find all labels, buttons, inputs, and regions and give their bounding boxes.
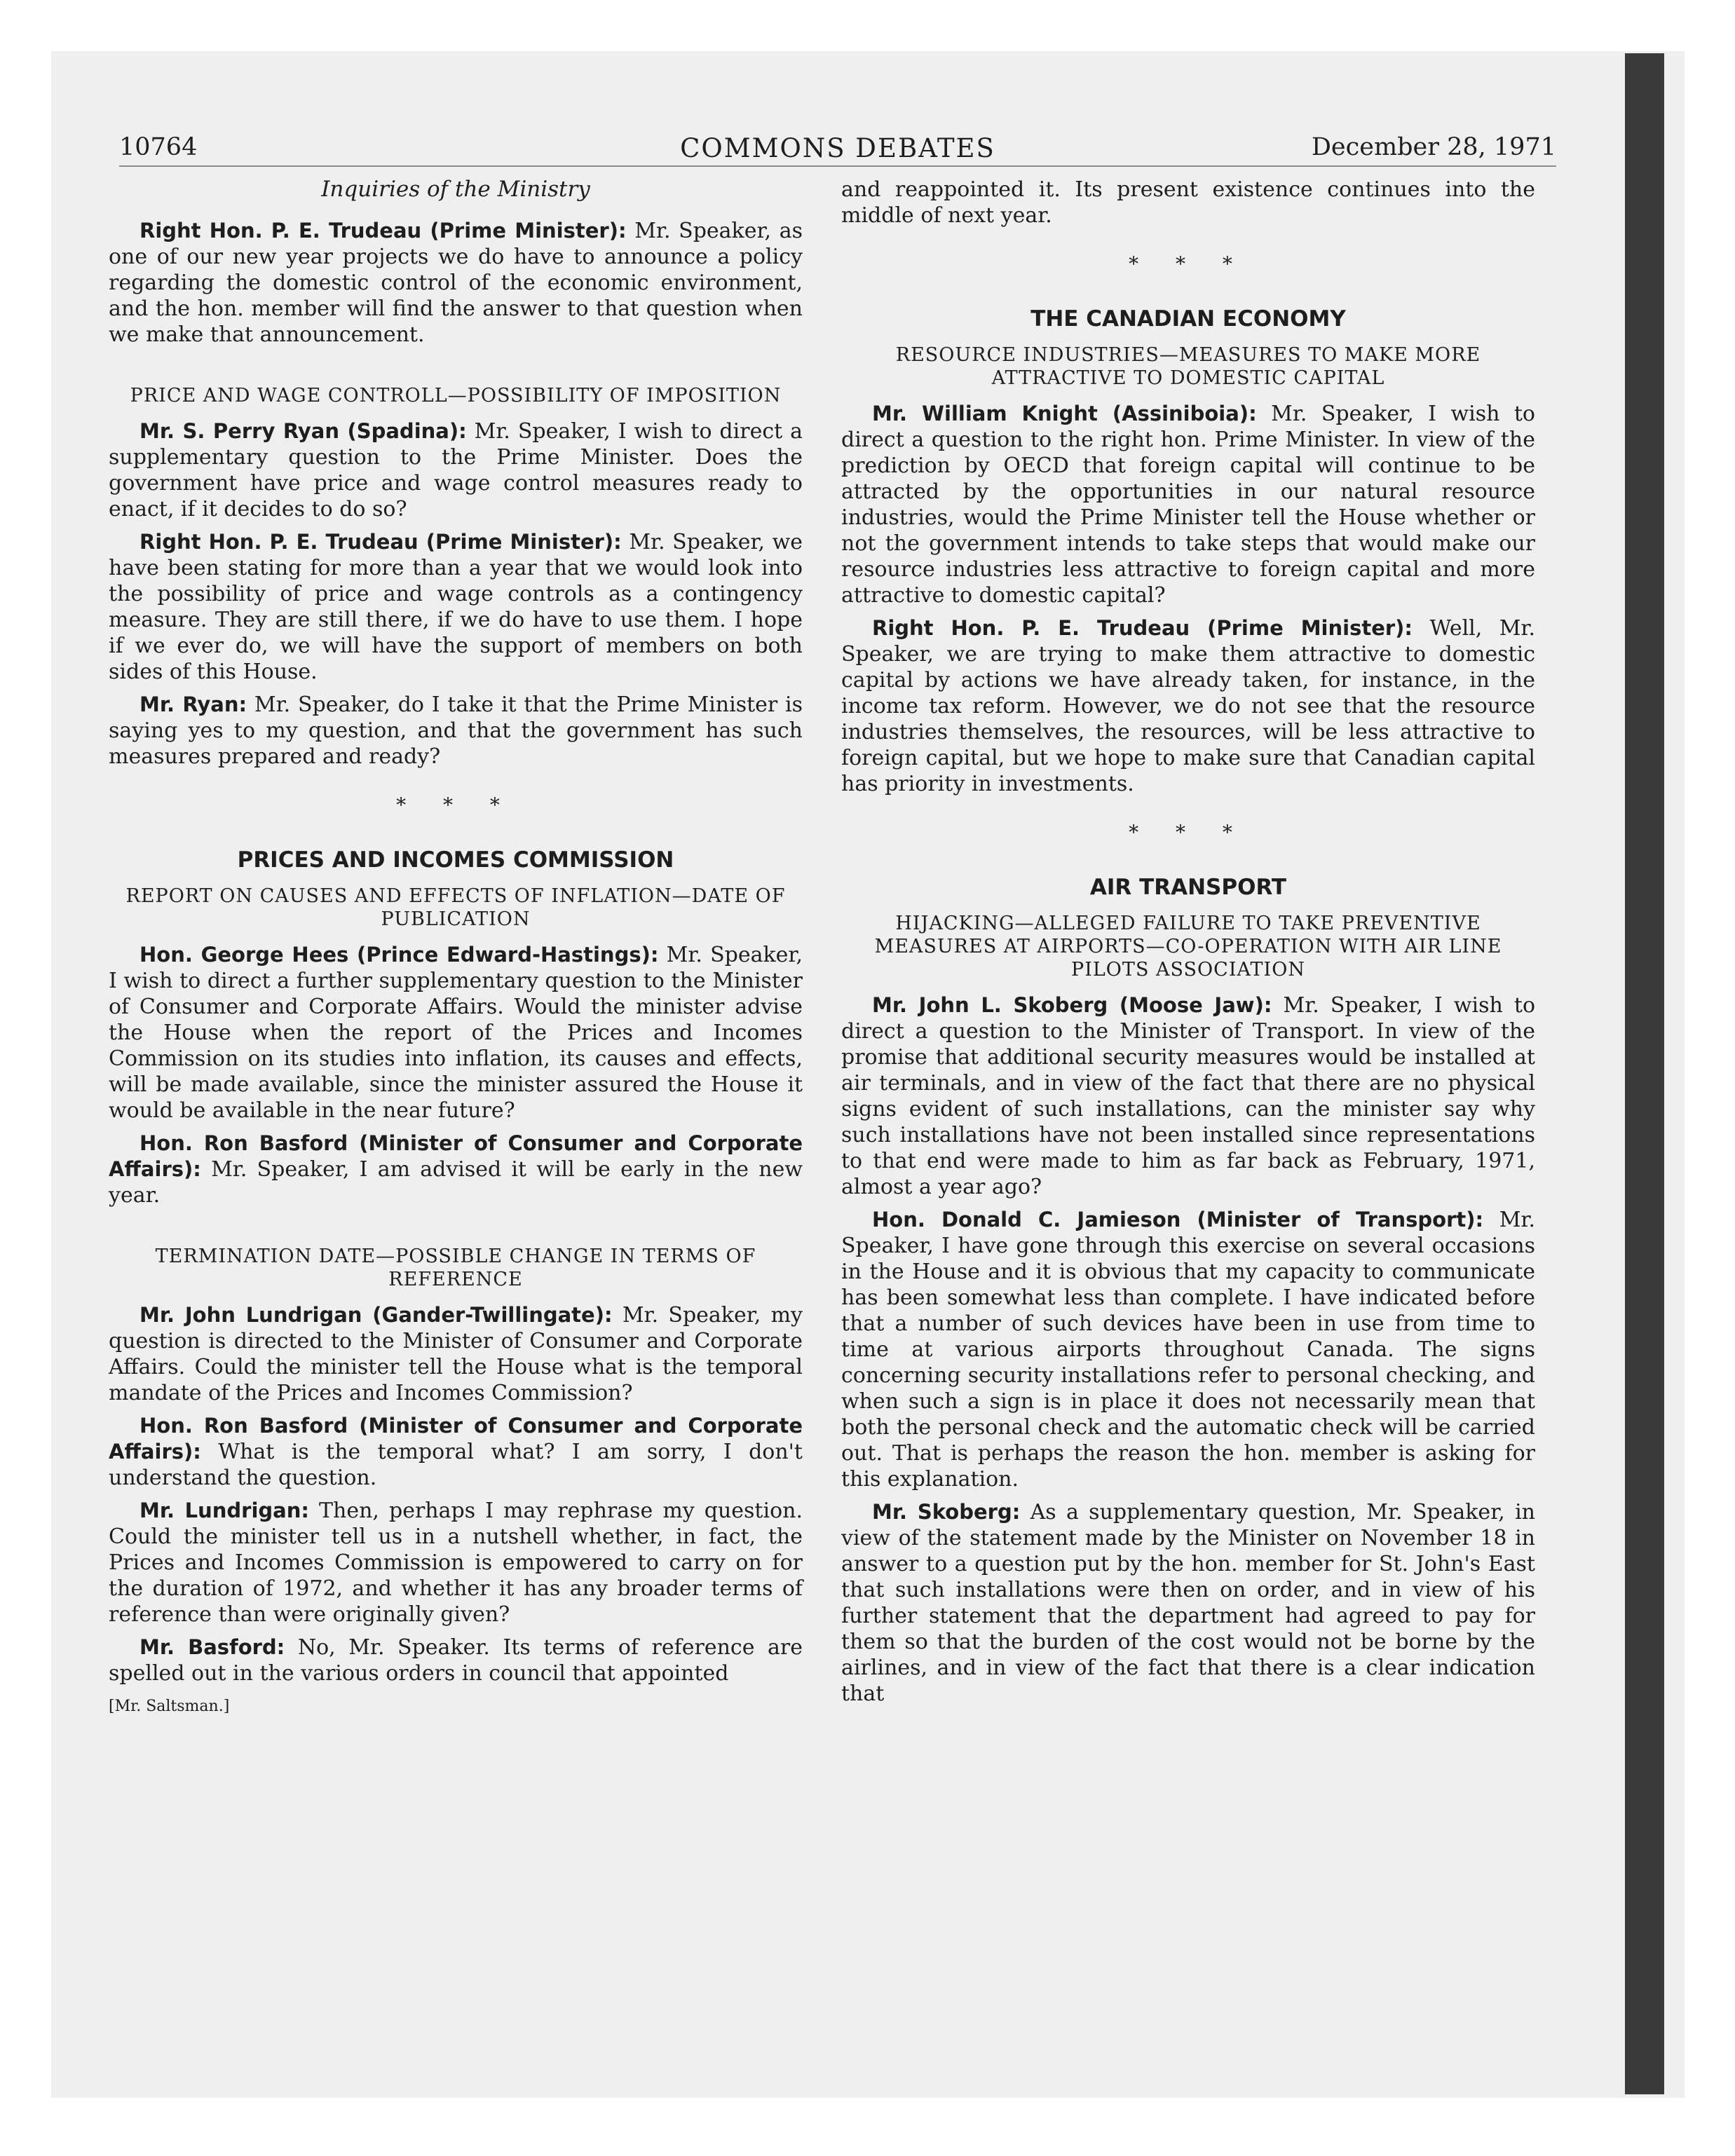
footer-note: [Mr. Saltsman.] — [109, 1698, 230, 1715]
speech-text: What is the temporal what? I am sorry, I don't understand the question. — [109, 1440, 803, 1490]
paragraph — [841, 615, 1535, 797]
speech-text: Mr. Speaker, my question is directed to the Minister of Consumer and Corporate Affairs. Could the minister tell the House what is the temporal mandate of the Prices and Incomes Commission? — [109, 1303, 803, 1405]
paragraph — [841, 177, 1535, 228]
speaker-name: Mr. Lundrigan: — [140, 1499, 309, 1522]
speaker-name: Mr. Basford: — [140, 1635, 285, 1659]
section-heading: PRICES AND INCOMES COMMISSION — [237, 847, 674, 873]
speech-text: Mr. Speaker, I wish to direct a question to the Minister of Transport. In view of the promise that additional security measures would be installed at air terminals, and in view of the fact that there are no physical signs evident of such installations, can the minister say why such installations have not been installed since representations to that end were made to him as far back as February, 1971, almost a year ago? — [841, 993, 1536, 1199]
speaker-name: Right Hon. P. E. Trudeau (Prime Minister): — [140, 219, 627, 243]
subheading: REPORT ON CAUSES AND EFFECTS OF INFLATION—DATE OF PUBLICATION — [125, 885, 786, 930]
left-column — [109, 177, 803, 1719]
subheading: PRICE AND WAGE CONTROLL—POSSIBILITY OF IMPOSITION — [130, 385, 782, 407]
speaker-name: Mr. Ryan: — [140, 692, 247, 716]
header-rule — [119, 165, 1556, 167]
paragraph — [841, 992, 1535, 1200]
speaker-name: Hon. Ron Basford (Minister of Consumer and Corporate Affairs): — [109, 1414, 803, 1464]
paragraph — [109, 692, 803, 770]
speaker-name: Hon. Donald C. Jamieson (Minister of Transport): — [872, 1208, 1484, 1231]
speaker-name: Right Hon. P. E. Trudeau (Prime Minister): — [140, 530, 622, 554]
publication-title: COMMONS DEBATES — [680, 133, 995, 163]
paragraph — [109, 1302, 803, 1406]
binding-edge — [1625, 53, 1664, 2094]
paragraph — [841, 401, 1535, 608]
speech-text: Well, Mr. Speaker, we are trying to make them attractive to domestic capital by actions we have already taken, for instance, in the income tax reform. However, we do not see that the resource industries themselves, the resources, will be less attractive to foreign capital, but we hope to make sure that Canadian capital has priority in investments. — [841, 616, 1535, 796]
speaker-name: Mr. S. Perry Ryan (Spadina): — [140, 419, 467, 443]
section-separator: * * * — [396, 793, 515, 817]
paragraph — [841, 1499, 1535, 1707]
speaker-name: Mr. William Knight (Assiniboia): — [872, 402, 1257, 425]
speaker-name: Hon. Ron Basford (Minister of Consumer and Corporate Affairs): — [109, 1131, 803, 1181]
speaker-name: Mr. John L. Skoberg (Moose Jaw): — [872, 993, 1272, 1017]
speaker-name: Hon. George Hees (Prince Edward-Hastings): — [140, 943, 659, 967]
speaker-name: Right Hon. P. E. Trudeau (Prime Minister): — [872, 616, 1413, 640]
speech-text: Mr. Speaker, we have been stating for more than a year that we would look into the possibility of price and wage controls as a contingency measure. They are still there, if we do have to use them. I hope if we ever do, we will have the support of members on both sides of this House. — [109, 530, 803, 684]
paragraph — [841, 1207, 1535, 1492]
section-heading: THE CANADIAN ECONOMY — [1030, 306, 1346, 332]
speech-text: Mr. Speaker, I have gone through this exercise on several occasions in the House and it is obvious that my capacity to communicate has been somewhat less than complete. I have indicated before that a number of such devices have been in use from time to time at various airports throughout Canada. The signs concerning security installations refer to personal checking, and when such a sign is in place it does not necessarily mean that both the personal check and the automatic check will be carried out. That is perhaps the reason the hon. member is asking for this explanation. — [841, 1208, 1535, 1492]
section-separator: * * * — [1129, 252, 1248, 275]
running-head: Inquiries of the Ministry — [321, 177, 590, 202]
speech-text: No, Mr. Speaker. Its terms of reference are spelled out in the various orders in council that appointed — [109, 1635, 803, 1686]
speech-text: Then, perhaps I may rephrase my question. Could the minister tell us in a nutshell whether, in fact, the Prices and Incomes Commission is empowered to carry on for the duration of 1972, and whether it has any broader terms of reference than were originally given? — [109, 1499, 803, 1627]
subheading: RESOURCE INDUSTRIES—MEASURES TO MAKE MORE ATTRACTIVE TO DOMESTIC CAPITAL — [895, 344, 1481, 389]
page-number: 10764 — [119, 133, 198, 161]
paragraph — [109, 1635, 803, 1686]
paragraph — [109, 418, 803, 522]
paragraph — [109, 1498, 803, 1628]
speech-text: Mr. Speaker, I wish to direct a question to the right hon. Prime Minister. In view of the prediction by OECD that foreign capital will continue to be attracted by the opportunities in our natural resource industries, would the Prime Minister tell the House whether or not the government intends to take steps that would make our resource industries less attractive to foreign capital and more attractive to domestic capital? — [841, 402, 1535, 608]
speech-text: Mr. Speaker, I wish to direct a supplementary question to the Prime Minister. Does the government have price and wage control measures ready to enact, if it decides to do so? — [109, 419, 803, 521]
paragraph — [109, 218, 803, 348]
speech-text: and reappointed it. Its present existence continues into the middle of next year. — [841, 177, 1535, 228]
speaker-name: Mr. Skoberg: — [872, 1500, 1021, 1524]
paragraph — [109, 529, 803, 685]
speech-text: Mr. Speaker, do I take it that the Prime Minister is saying yes to my question, and that the government has such measures prepared and ready? — [109, 692, 803, 769]
subheading: HIJACKING—ALLEGED FAILURE TO TAKE PREVENTIVE MEASURES AT AIRPORTS—CO-OPERATION WITH AIR LINE PILOTS ASSOCIATION — [874, 913, 1502, 981]
speaker-name: Mr. John Lundrigan (Gander-Twillingate): — [140, 1303, 613, 1327]
speech-text: Mr. Speaker, I am advised it will be early in the new year. — [109, 1157, 803, 1208]
paragraph — [109, 1413, 803, 1491]
section-heading: AIR TRANSPORT — [1089, 875, 1287, 900]
speech-text: Mr. Speaker, I wish to direct a further supplementary question to the Minister of Consumer and Corporate Affairs. Would the minister advise the House when the report of the Prices and Incomes Commission on its studies into inflation, its causes and effects, will be made available, since the minister assured the House it would be available in the near future? — [109, 943, 803, 1123]
issue-date: December 28, 1971 — [1311, 133, 1556, 161]
subheading: TERMINATION DATE—POSSIBLE CHANGE IN TERMS OF REFERENCE — [155, 1246, 756, 1290]
speech-text: As a supplementary question, Mr. Speaker, in view of the statement made by the Minister on November 18 in answer to a question put by the hon. member for St. John's East that such installations were then on order, and in view of his further statement that the department had agreed to pay for them so that the burden of the cost would not be borne by the airlines, and in view of the fact that there is a clear indication that — [841, 1500, 1535, 1706]
paragraph — [109, 942, 803, 1124]
paragraph — [109, 1131, 803, 1208]
speech-text: Mr. Speaker, as one of our new year projects we do have to announce a policy regarding the domestic control of the economic environment, and the hon. member will find the answer to that question when we make that announcement. — [109, 219, 803, 347]
page-header — [119, 133, 1556, 168]
right-column — [841, 177, 1535, 1714]
section-separator: * * * — [1129, 821, 1248, 844]
